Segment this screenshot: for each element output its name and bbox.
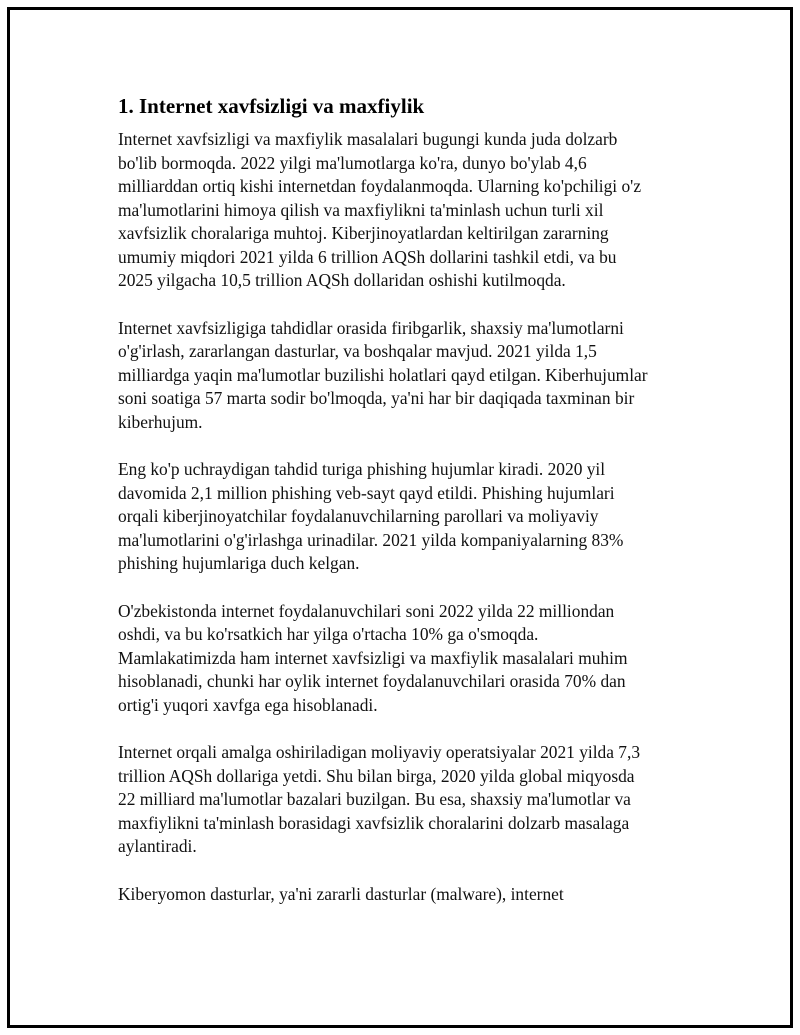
paragraph-3: Eng ko'p uchraydigan tahdid turiga phishing hujumlar kiradi. 2020 yil davomida 2,1 million phishing veb-sayt qayd etildi. Phishing hujumlari orqali kiberjinoyatchilar foydalanuvchilarning parollari va moliyaviy ma'lumotlarini o'g'irlashga urinadilar. 2021 yilda kompaniyalarning 83% phishing hujumlariga duch kelgan. xyxy=(118,459,624,573)
document-body xyxy=(118,92,678,930)
paragraph-5: Internet orqali amalga oshiriladigan moliyaviy operatsiyalar 2021 yilda 7,3 trillion AQSh dollariga yetdi. Shu bilan birga, 2020 yilda global miqyosda 22 milliard ma'lumotlar bazalari buzilgan. Bu esa, shaxsiy ma'lumotlar va maxfiylikni ta'minlash borasidagi xavfsizlik choralarini dolzarb masalaga aylantiradi. xyxy=(118,742,641,856)
section-title: 1. Internet xavfsizligi va maxfiylik xyxy=(118,94,425,118)
paragraph-2: Internet xavfsizligiga tahdidlar orasida firibgarlik, shaxsiy ma'lumotlarni o'g'irlash, zararlangan dasturlar, va boshqalar mavjud. 2021 yilda 1,5 milliardga yaqin ma'lumotlar buzilishi holatlari qayd etilgan. Kiberhujumlar soni soatiga 57 marta sodir bo'lmoqda, ya'ni har bir daqiqada taxminan bir kiberhujum. xyxy=(118,317,648,432)
paragraph-6: Kiberyomon dasturlar, ya'ni zararli dasturlar (malware), internet xyxy=(118,883,564,904)
paragraph-4: O'zbekistonda internet foydalanuvchilari soni 2022 yilda 22 milliondan oshdi, va bu ko'rsatkich har yilga o'rtacha 10% ga o'smoqda. Mamlakatimizda ham internet xavfsizligi va maxfiylik masalalari muhim hisoblanadi, chunki har oylik internet foydalanuvchilari orasida 70% dan ortig'i yuqori xavfga ega hisoblanadi. xyxy=(118,600,628,715)
paragraph-1: Internet xavfsizligi va maxfiylik masalalari bugungi kunda juda dolzarb bo'lib bormoqda. 2022 yilgi ma'lumotlarga ko'ra, dunyo bo'ylab 4,6 milliarddan ortiq kishi internetdan foydalanmoqda. Ularning ko'pchiligi o'z ma'lumotlarini himoya qilish va maxfiylikni ta'minlash uchun turli xil xavfsizlik choralariga muhtoj. Kiberjinoyatlardan keltirilgan zararning umumiy miqdori 2021 yilda 6 trillion AQSh dollarini tashkil etdi, va bu 2025 yilgacha 10,5 trillion AQSh dollaridan oshishi kutilmoqda. xyxy=(118,129,642,290)
